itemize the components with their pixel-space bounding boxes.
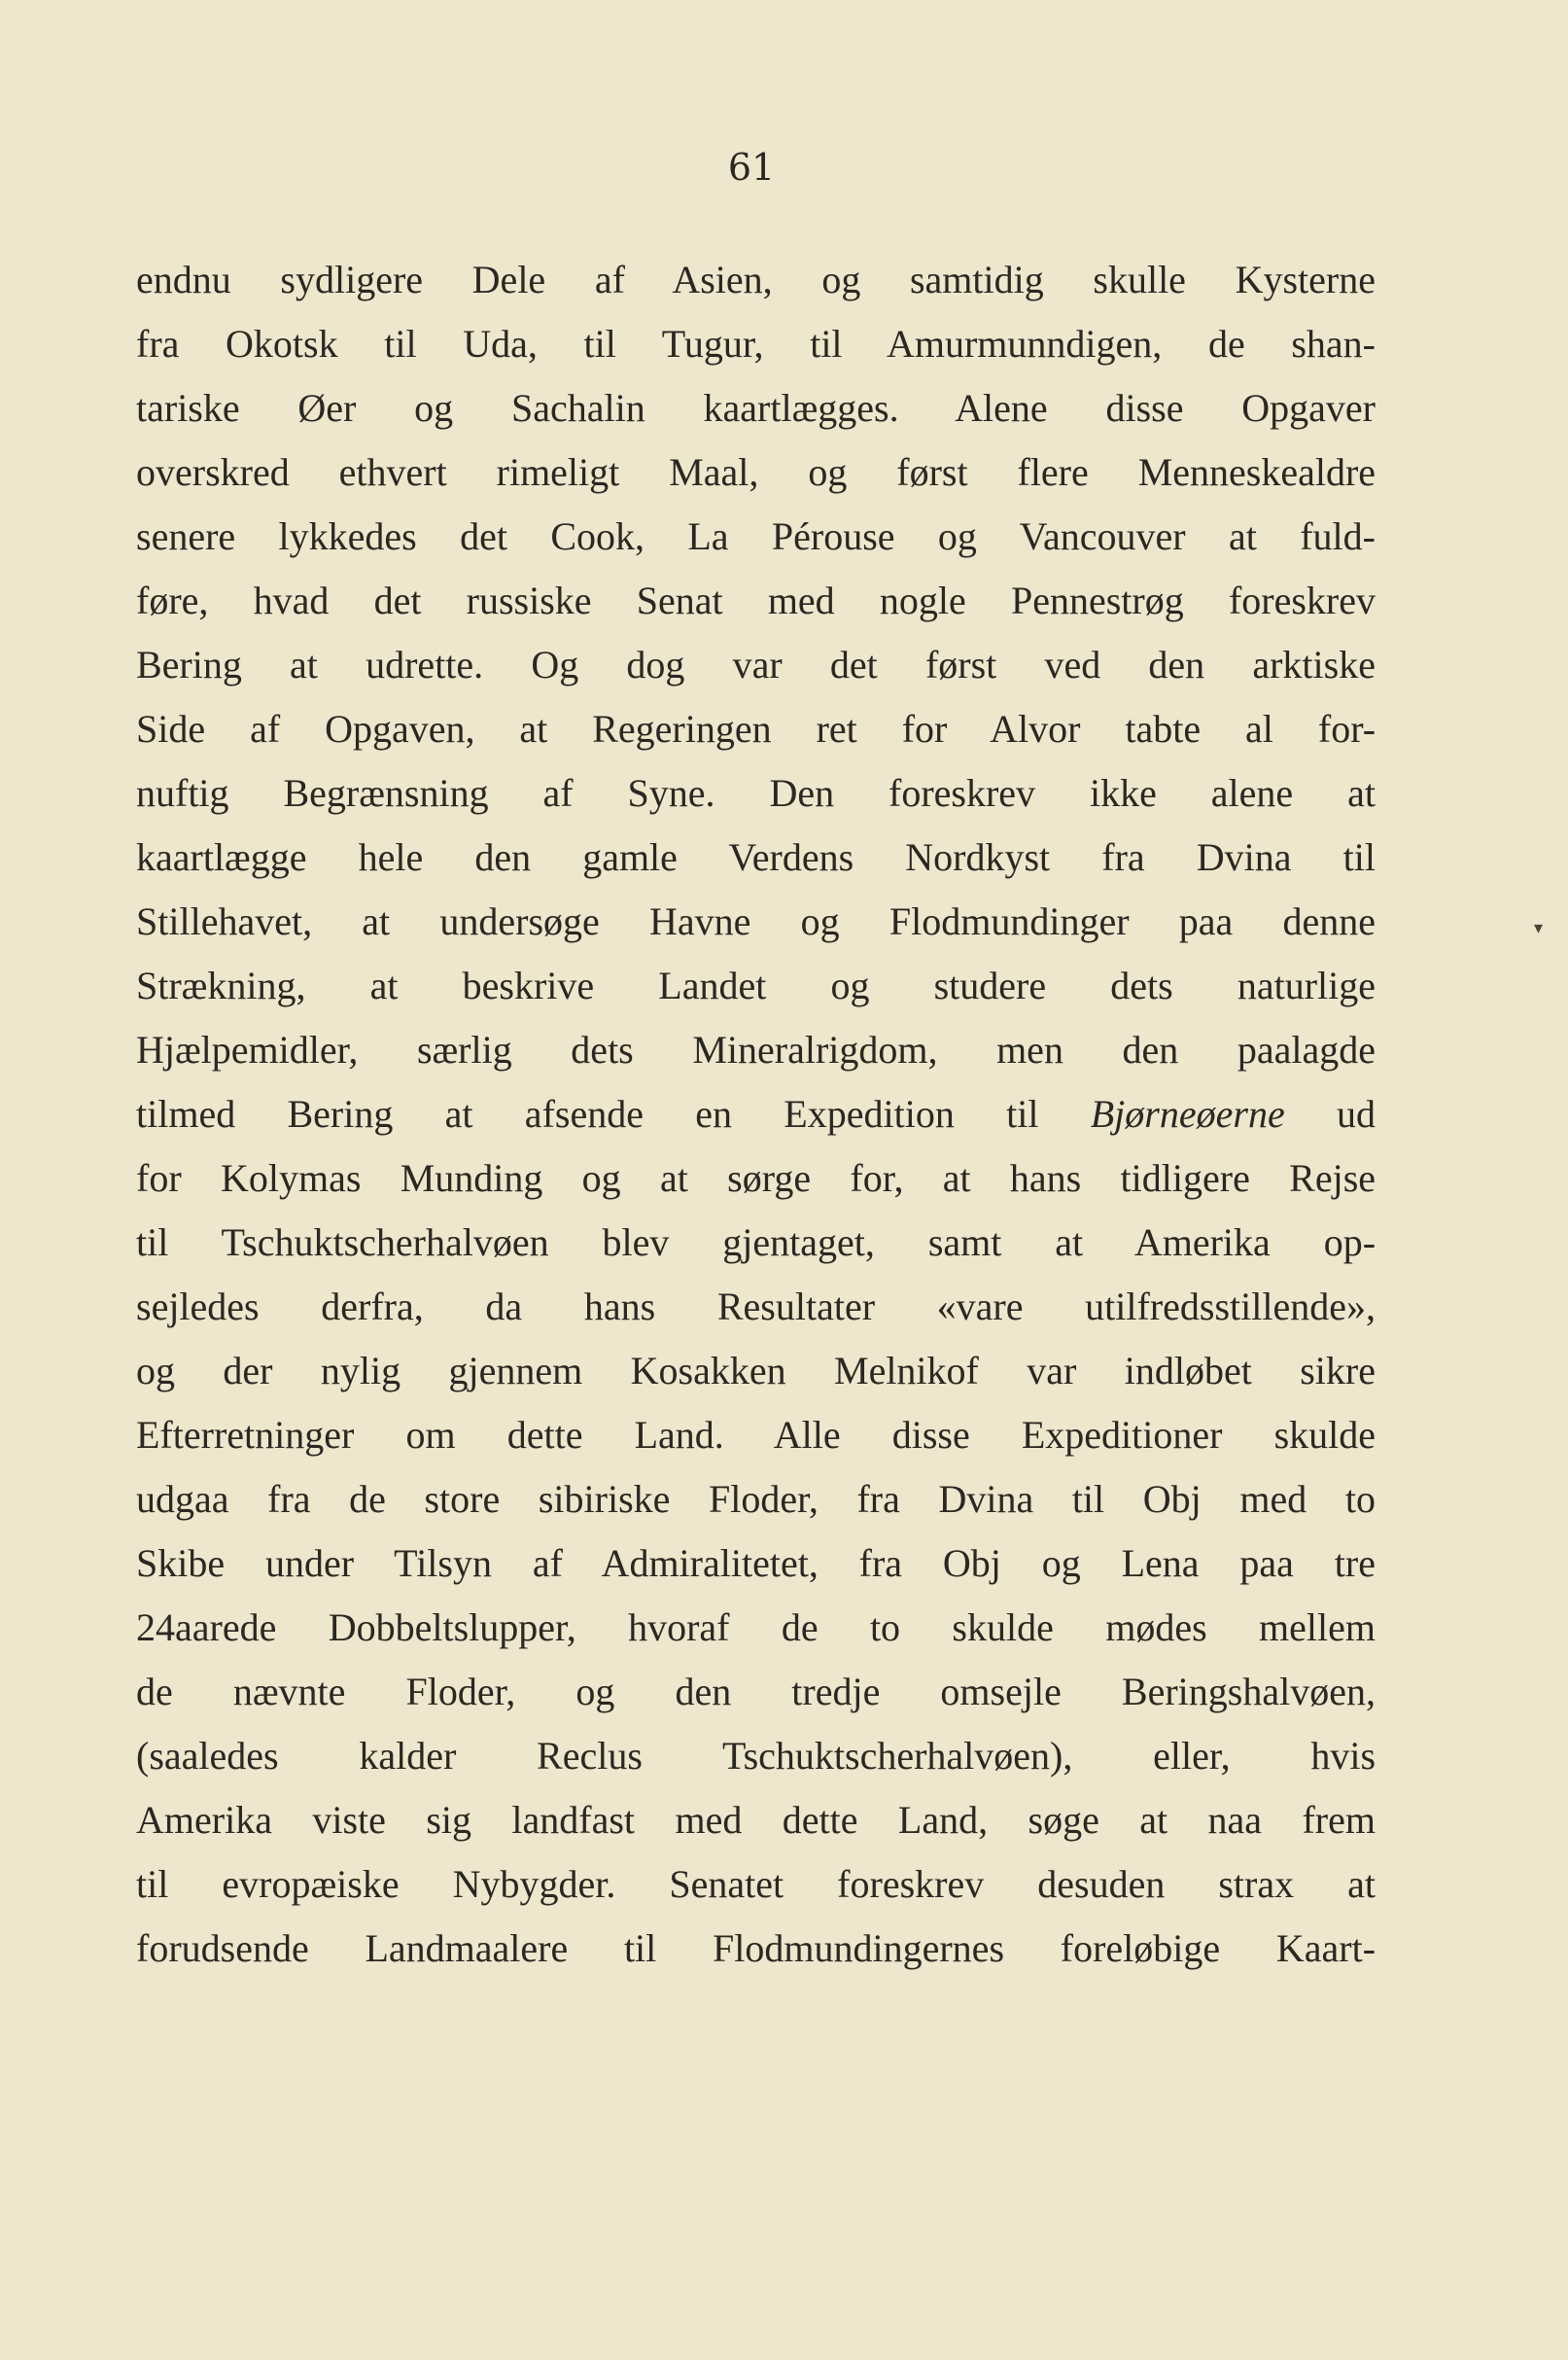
text-line: for Kolymas Munding og at sørge for, at hans tidligere Rejse: [136, 1156, 1376, 1200]
text-line: tariske Øer og Sachalin kaartlægges. Alene disse Opgaver: [136, 386, 1376, 430]
text-line: Efterretninger om dette Land. Alle disse Expeditioner skulde: [136, 1413, 1376, 1457]
text-line: sejledes derfra, da hans Resultater «vare utilfredsstillende»,: [136, 1285, 1376, 1328]
text-line: senere lykkedes det Cook, La Pérouse og Vancouver at fuld-: [136, 514, 1376, 558]
text-line: Side af Opgaven, at Regeringen ret for Alvor tabte al for-: [136, 707, 1376, 751]
text-line: (saaledes kalder Reclus Tschuktscherhalvøen), eller, hvis: [136, 1734, 1376, 1778]
page-number: 61: [727, 146, 776, 189]
text-line: til evropæiske Nybygder. Senatet foreskrev desuden strax at: [136, 1862, 1376, 1906]
text-line: de nævnte Floder, og den tredje omsejle Beringshalvøen,: [136, 1670, 1376, 1713]
text-line: Strækning, at beskrive Landet og studere dets naturlige: [136, 964, 1376, 1007]
text-line: Stillehavet, at undersøge Havne og Flodmundinger paa denne: [136, 899, 1376, 943]
text-line: Hjælpemidler, særlig dets Mineralrigdom, men den paalagde: [136, 1028, 1376, 1072]
text-line: Bering at udrette. Og dog var det først ved den arktiske: [136, 643, 1376, 687]
body-text: [136, 248, 1376, 1981]
text-line: udgaa fra de store sibiriske Floder, fra Dvina til Obj med to: [136, 1477, 1376, 1521]
text-line: nuftig Begrænsning af Syne. Den foreskrev ikke alene at: [136, 771, 1376, 815]
text-line: tilmed Bering at afsende en Expedition til Bjørneøerne ud: [136, 1092, 1376, 1136]
text-line: 24aarede Dobbeltslupper, hvoraf de to skulde mødes mellem: [136, 1605, 1376, 1649]
text-line: forudsende Landmaalere til Flodmundingernes foreløbige Kaart-: [136, 1926, 1376, 1970]
margin-mark: ▾: [1534, 918, 1544, 938]
text-line: overskred ethvert rimeligt Maal, og først flere Menneskealdre: [136, 450, 1376, 494]
text-line: føre, hvad det russiske Senat med nogle Pennestrøg foreskrev: [136, 579, 1376, 622]
text-line: til Tschuktscherhalvøen blev gjentaget, samt at Amerika op-: [136, 1220, 1376, 1264]
text-line: Amerika viste sig landfast med dette Land, søge at naa frem: [136, 1798, 1376, 1842]
text-line: endnu sydligere Dele af Asien, og samtidig skulle Kysterne: [136, 258, 1376, 301]
text-line: fra Okotsk til Uda, til Tugur, til Amurmunndigen, de shan-: [136, 322, 1376, 366]
text-line: kaartlægge hele den gamle Verdens Nordkyst fra Dvina til: [136, 835, 1376, 879]
text-line: og der nylig gjennem Kosakken Melnikof var indløbet sikre: [136, 1349, 1376, 1392]
text-line: Skibe under Tilsyn af Admiralitetet, fra Obj og Lena paa tre: [136, 1541, 1376, 1585]
italic-place-name: Bjørneøerne: [1090, 1092, 1285, 1136]
